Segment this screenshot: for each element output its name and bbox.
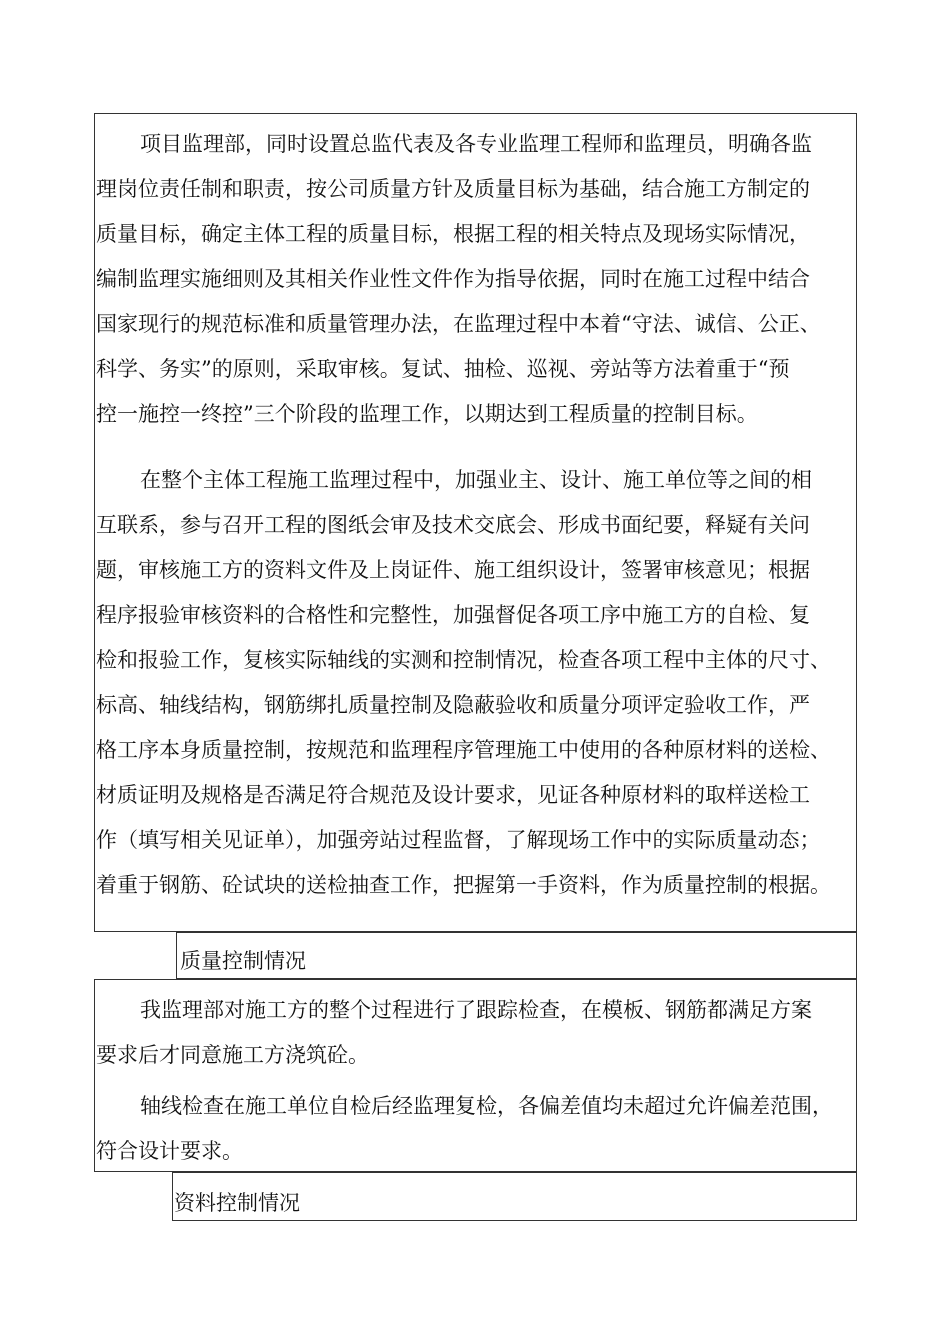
text-line: 标高、轴线结构，钢筋绑扎质量控制及隐蔽验收和质量分项评定验收工作，严 (96, 693, 810, 717)
text-line: 作（填写相关见证单），加强旁站过程监督，了解现场工作中的实际质量动态； (96, 828, 821, 852)
text-line: 程序报验审核资料的合格性和完整性，加强督促各项工序中施工方的自检、复 (96, 603, 810, 627)
quality-control-paragraph-1 (96, 988, 812, 1078)
document-control-heading: 资料控制情况 (174, 1191, 300, 1215)
narrative-paragraph-2 (96, 458, 831, 908)
text-line: 符合设计要求。 (96, 1139, 243, 1163)
text-line: 轴线检查在施工单位自检后经监理复检，各偏差值均未超过允许偏差范围， (140, 1094, 833, 1118)
text-line: 材质证明及规格是否满足符合规范及设计要求，见证各种原材料的取样送检工 (96, 783, 810, 807)
narrative-paragraph-1 (96, 122, 821, 437)
text-line: 理岗位责任制和职责，按公司质量方针及质量目标为基础，结合施工方制定的 (96, 177, 810, 201)
text-line: 检和报验工作，复核实际轴线的实测和控制情况，检查各项工程中主体的尺寸、 (96, 648, 831, 672)
text-line: 互联系，参与召开工程的图纸会审及技术交底会、形成书面纪要，释疑有关问 (96, 513, 810, 537)
text-line: 格工序本身质量控制，按规范和监理程序管理施工中使用的各种原材料的送检、 (96, 738, 831, 762)
quality-control-paragraph-2 (96, 1084, 833, 1174)
text-line: 国家现行的规范标准和质量管理办法，在监理过程中本着“守法、诚信、公正、 (96, 312, 821, 336)
quality-control-heading: 质量控制情况 (180, 949, 306, 973)
text-line: 要求后才同意施工方浇筑砼。 (96, 1043, 369, 1067)
text-line: 着重于钢筋、砼试块的送检抽查工作，把握第一手资料，作为质量控制的根据。 (96, 873, 831, 897)
text-line: 质量目标，确定主体工程的质量目标，根据工程的相关特点及现场实际情况， (96, 222, 810, 246)
text-line: 编制监理实施细则及其相关作业性文件作为指导依据，同时在施工过程中结合 (96, 267, 810, 291)
text-line: 项目监理部，同时设置总监代表及各专业监理工程师和监理员，明确各监 (140, 132, 812, 156)
text-line: 题，审核施工方的资料文件及上岗证件、施工组织设计，签署审核意见；根据 (96, 558, 810, 582)
text-line: 我监理部对施工方的整个过程进行了跟踪检查，在模板、钢筋都满足方案 (140, 998, 812, 1022)
text-line: 科学、务实”的原则，采取审核。复试、抽检、巡视、旁站等方法着重于“预 (96, 357, 790, 381)
text-line: 控一施控一终控”三个阶段的监理工作，以期达到工程质量的控制目标。 (96, 402, 758, 426)
text-line: 在整个主体工程施工监理过程中，加强业主、设计、施工单位等之间的相 (140, 468, 812, 492)
